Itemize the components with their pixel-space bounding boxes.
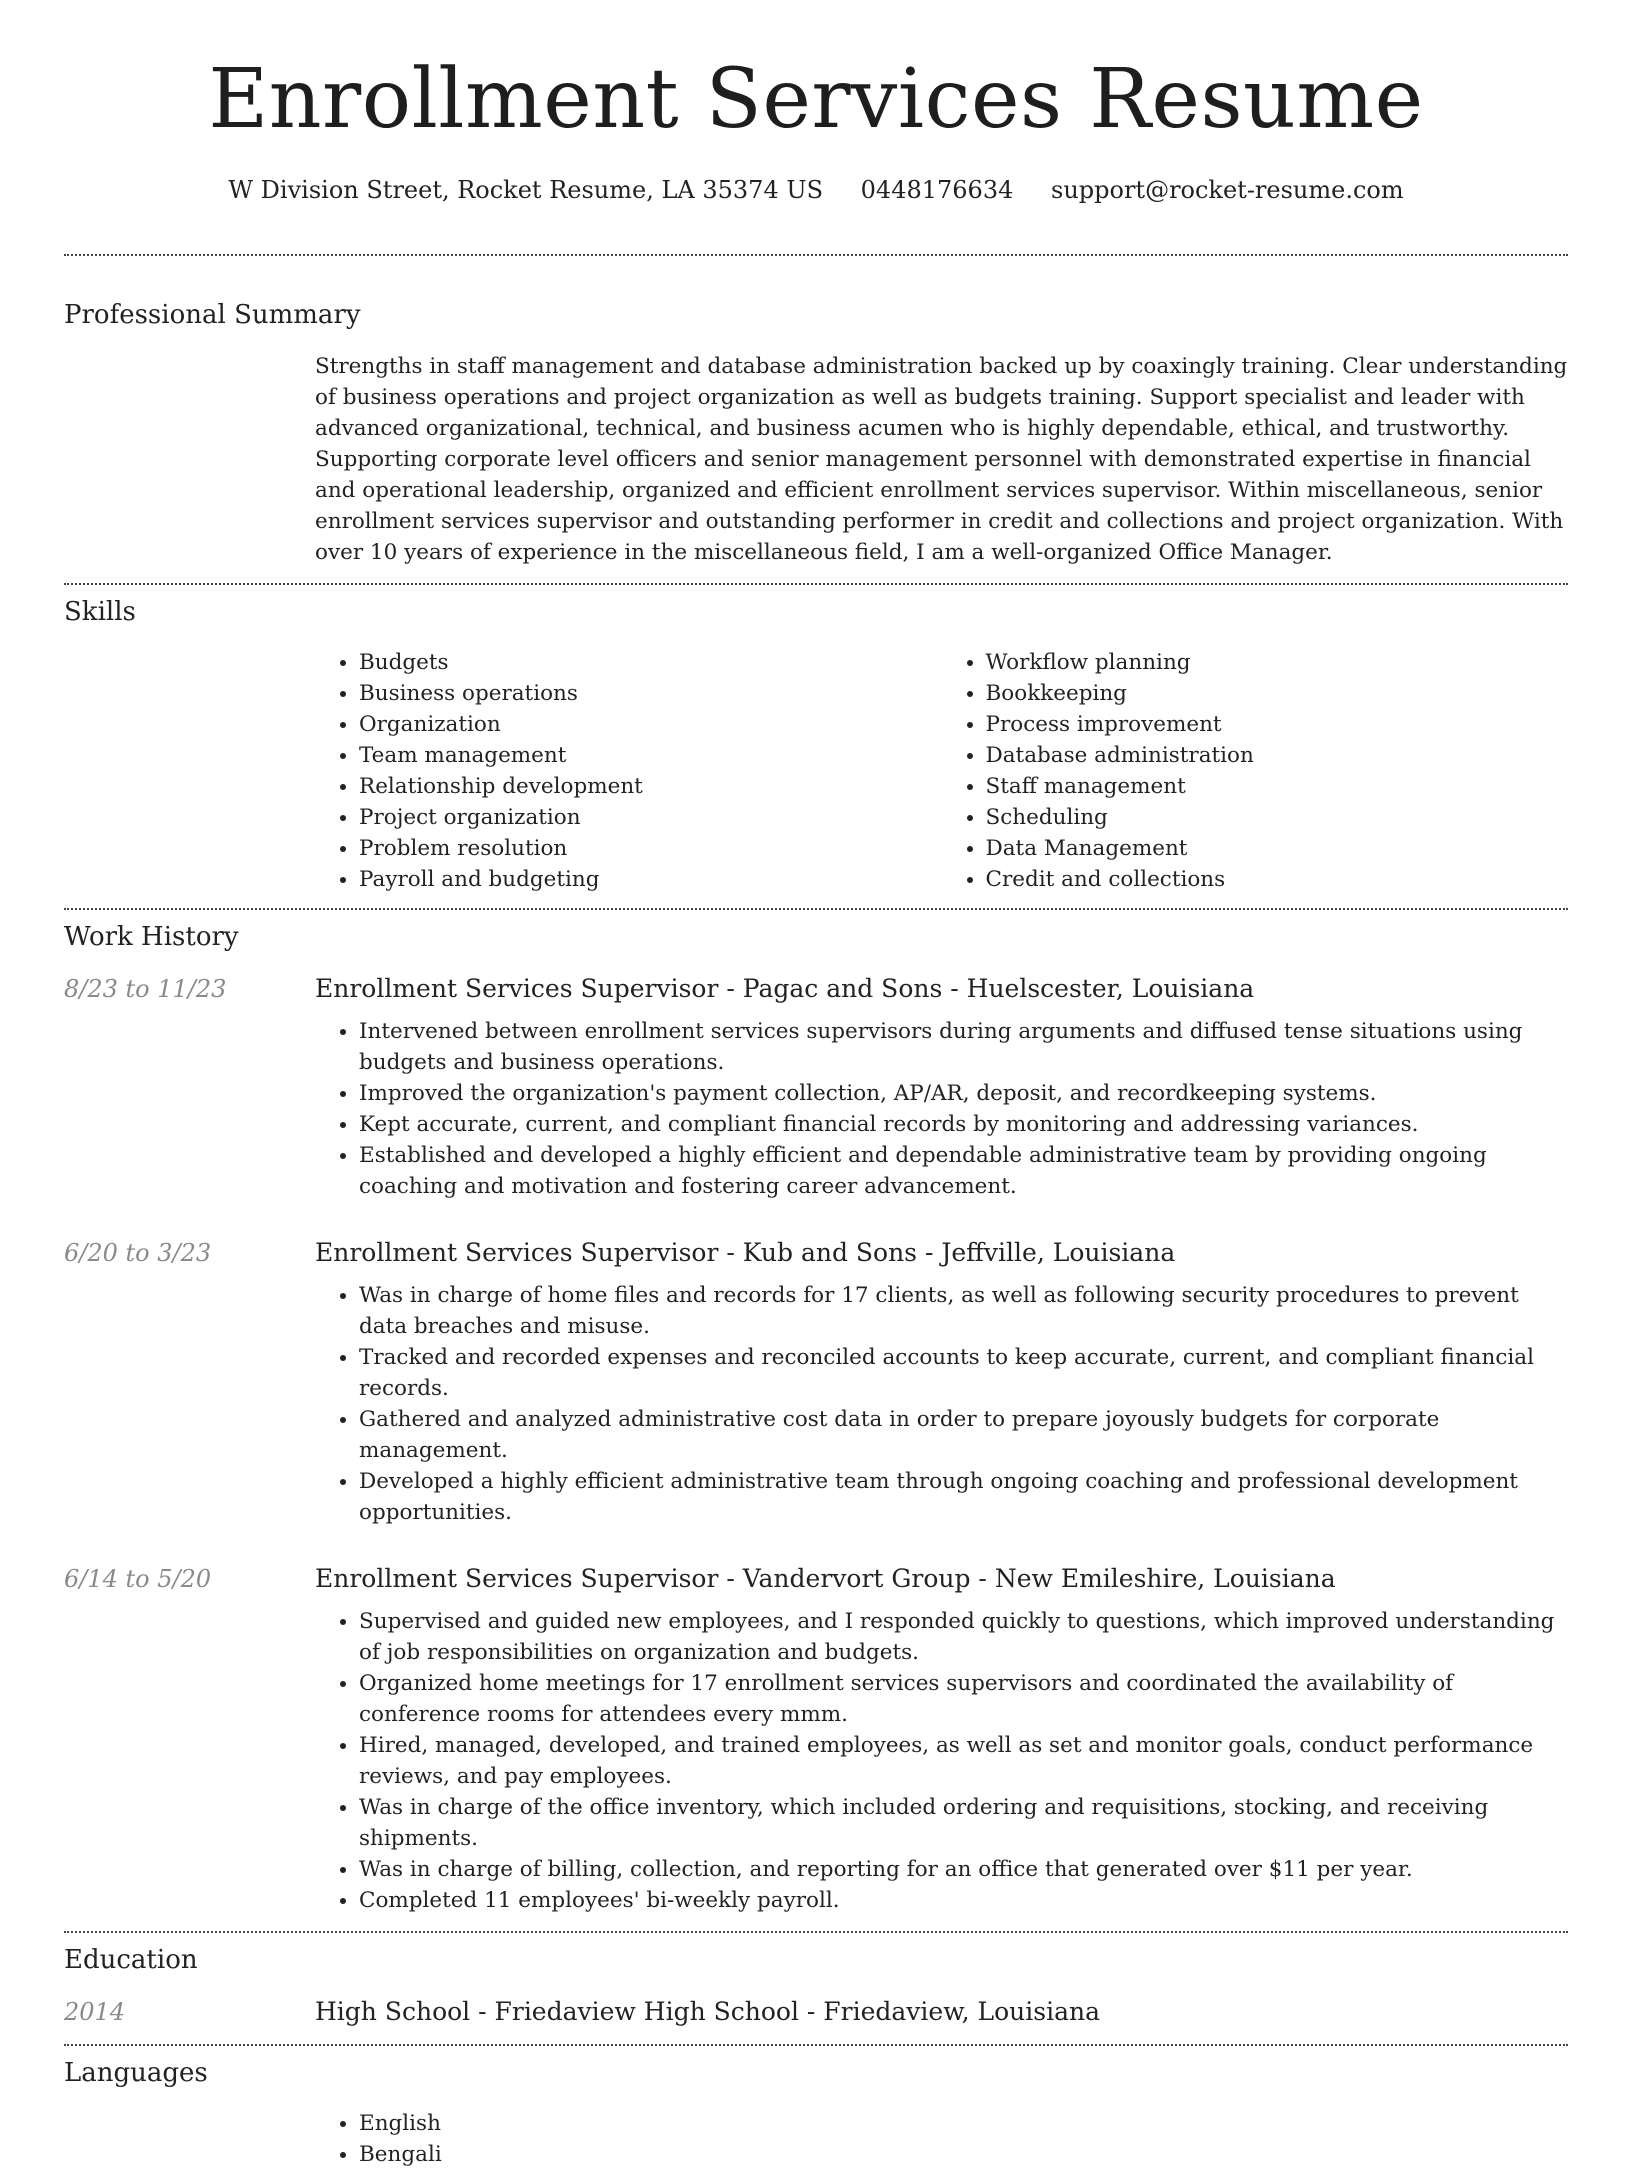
summary-section [64,256,1568,568]
list-item: • Payroll and budgeting [359,864,942,895]
list-item: • Intervened between enrollment services supervisors during arguments and diffused tense situations using budgets and business operations. [359,1016,1568,1078]
list-item: • Bengali [359,2139,1568,2170]
list-item: • Improved the organization's payment collection, AP/AR, deposit, and recordkeeping systems. [359,1078,1568,1109]
job-header [64,1564,1568,1593]
list-item: • Was in charge of the office inventory, which included ordering and requisitions, stocking, and receiving shipments. [359,1792,1568,1854]
section-title-skills: Skills [64,597,136,627]
list-item: • English [359,2108,1568,2139]
job-date: 6/20 to 3/23 [64,1239,212,1267]
education-section [64,1933,1568,2026]
job-date: 6/14 to 5/20 [64,1565,212,1593]
list-item: • Tracked and recorded expenses and reconciled accounts to keep accurate, current, and compliant financial records. [359,1342,1568,1404]
contact-email: support@rocket-resume.com [1051,176,1404,204]
list-item: • Hired, managed, developed, and trained employees, as well as set and monitor goals, conduct performance reviews, and pay employees. [359,1730,1568,1792]
job-entry [64,1564,1568,1916]
job-entry [64,974,1568,1202]
section-title-work: Work History [64,922,239,952]
section-title-languages: Languages [64,2058,208,2088]
skills-section [64,585,1568,895]
skills-list-right [942,647,1569,895]
skills-grid [315,647,1568,895]
list-item: • Staff management [986,771,1569,802]
job-entry [64,1238,1568,1528]
job-title: Enrollment Services Supervisor - Pagac and Sons - Huelscester, Louisiana [315,974,1255,1003]
section-title-summary: Professional Summary [64,300,361,330]
list-item: • Relationship development [359,771,942,802]
contact-phone: 0448176634 [860,176,1014,204]
list-item: • Organization [359,709,942,740]
list-item: • Database administration [986,740,1569,771]
list-item: • Scheduling [986,802,1569,833]
list-item: • Supervised and guided new employees, and I responded quickly to questions, which improved understanding of job responsibilities on organization and budgets. [359,1606,1568,1668]
education-entry [64,1997,1568,2026]
resume-title: Enrollment Services Resume [208,52,1424,147]
list-item: • Data Management [986,833,1569,864]
list-item: • Budgets [359,647,942,678]
list-item: • Problem resolution [359,833,942,864]
list-item: • Established and developed a highly efficient and dependable administrative team by providing ongoing coaching and motivation and fostering career advancement. [359,1140,1568,1202]
list-item: • Organized home meetings for 17 enrollment services supervisors and coordinated the availability of conference rooms for attendees every mmm. [359,1668,1568,1730]
contact-address: W Division Street, Rocket Resume, LA 35374 US [228,176,824,204]
list-item: • Completed 11 employees' bi-weekly payroll. [359,1885,1568,1916]
summary-text: Strengths in staff management and database administration backed up by coaxingly training. Clear understanding of business operations and project organization as well as budgets training. Support specialist and leader with advanced organizational, technical, and business acumen who is highly dependable, ethical, and trustworthy. Supporting corporate level officers and senior management personnel with demonstrated expertise in financial and operational leadership, organized and efficient enrollment services supervisor. Within miscellaneous, senior enrollment services supervisor and outstanding performer in credit and collections and project organization. With over 10 years of experience in the miscellaneous field, I am a well-organized Office Manager. [315,354,1568,565]
list-item: • Was in charge of home files and records for 17 clients, as well as following security procedures to prevent data breaches and misuse. [359,1280,1568,1342]
job-header [64,974,1568,1003]
job-bullets [315,1280,1568,1528]
job-title: Enrollment Services Supervisor - Kub and Sons - Jeffville, Louisiana [315,1238,1176,1267]
list-item: • Bookkeeping [986,678,1569,709]
education-date: 2014 [64,1998,126,2026]
skills-list-left [315,647,942,895]
list-item: • Workflow planning [986,647,1569,678]
list-item: • Credit and collections [986,864,1569,895]
section-title-education: Education [64,1945,198,1975]
languages-content [315,2108,1568,2170]
list-item: • Kept accurate, current, and compliant financial records by monitoring and addressing variances. [359,1109,1568,1140]
job-bullets [315,1016,1568,1202]
list-item: • Team management [359,740,942,771]
list-item: • Developed a highly efficient administrative team through ongoing coaching and professional development opportunities. [359,1466,1568,1528]
job-title: Enrollment Services Supervisor - Vandervort Group - New Emileshire, Louisiana [315,1564,1336,1593]
list-item: • Was in charge of billing, collection, and reporting for an office that generated over $11 per year. [359,1854,1568,1885]
list-item: • Business operations [359,678,942,709]
list-item: • Project organization [359,802,942,833]
work-section [64,910,1568,1916]
list-item: • Process improvement [986,709,1569,740]
job-date: 8/23 to 11/23 [64,975,227,1003]
summary-content [315,351,1568,568]
job-bullets [315,1606,1568,1916]
list-item: • Gathered and analyzed administrative cost data in order to prepare joyously budgets for corporate management. [359,1404,1568,1466]
resume-page [64,0,1568,2170]
languages-list [315,2108,1568,2170]
languages-section [64,2046,1568,2170]
job-header [64,1238,1568,1267]
education-title: High School - Friedaview High School - Friedaview, Louisiana [315,1997,1101,2026]
contact-line [64,172,1568,208]
